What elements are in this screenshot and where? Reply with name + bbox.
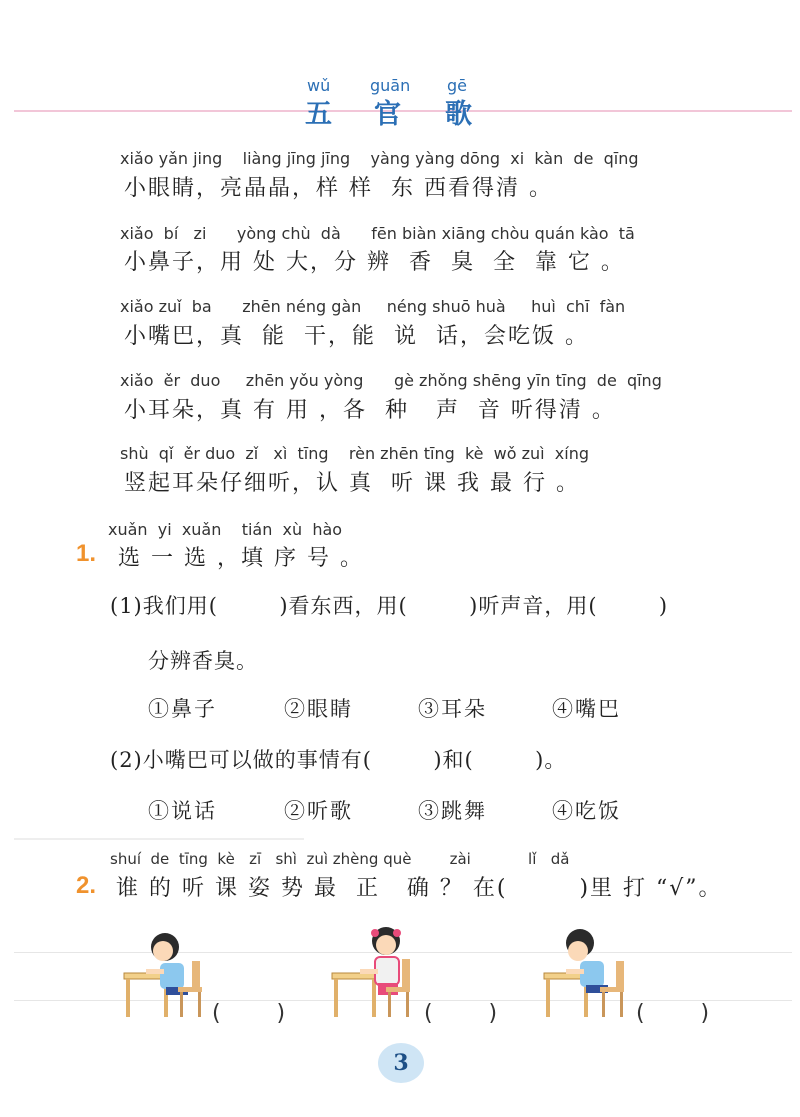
title-pinyin-1: wǔ (307, 76, 331, 95)
poem-line-2-pinyin: xiǎo bí zi yòng chù dà fēn biàn xiāng chòu quán kào tā (120, 224, 635, 243)
page-title-char-1: 五 (305, 99, 338, 130)
q1-prompt: 选 一 选 ，填 序 号 。 (118, 546, 364, 571)
q1-number: 1. (76, 540, 97, 567)
q2-number: 2. (76, 872, 97, 899)
poem-line-3-pinyin: xiǎo zuǐ ba zhēn néng gàn néng shuō huà huì chī fàn (120, 297, 626, 316)
q1-part2-option-1: ①说话 (148, 799, 217, 823)
poem-line-3-text: 小嘴巴，真 能 干，能 说 话，会吃饭 。 (124, 324, 589, 349)
q1-part2-option-4: ④吃饭 (552, 799, 621, 823)
answer-blank-1[interactable]: ( ) (212, 1001, 286, 1026)
q1-part1-option-1: ①鼻子 (148, 697, 217, 721)
poem-line-5-text: 竖起耳朵仔细听，认 真 听 课 我 最 行 。 (124, 471, 580, 496)
student-2-figure (332, 927, 410, 1017)
students-illustration (110, 925, 650, 1020)
q1-part1-text[interactable]: (1)我们用( )看东西，用( )听声音，用( ) (110, 594, 669, 618)
q1-part2-text[interactable]: (2)小嘴巴可以做的事情有( )和( )。 (110, 748, 567, 772)
q1-part2-option-2: ②听歌 (284, 799, 353, 823)
q2-pinyin: shuí de tīng kè zī shì zuì zhèng què zài lǐ dǎ (110, 850, 570, 868)
q1-part1-option-2: ②眼睛 (284, 697, 353, 721)
title-pinyin-2: guān (370, 76, 411, 95)
q1-pinyin: xuǎn yi xuǎn tián xù hào (108, 520, 343, 539)
poem-line-5-pinyin: shù qǐ ěr duo zǐ xì tīng rèn zhēn tīng kè wǒ zuì xíng (120, 444, 590, 463)
poem-line-4-text: 小耳朵，真 有 用 ，各 种 声 音 听得清 。 (124, 398, 616, 423)
q1-part1-option-3: ③耳朵 (418, 697, 487, 721)
page-title-char-2: 官 (374, 99, 407, 130)
student-1-figure (124, 933, 202, 1017)
poem-line-4-pinyin: xiǎo ěr duo zhēn yǒu yòng gè zhǒng shēng yīn tīng de qīng (120, 371, 662, 390)
page-number-badge: 3 (378, 1043, 424, 1083)
q1-part1-option-4: ④嘴巴 (552, 697, 621, 721)
poem-line-2-text: 小鼻子，用 处 大，分 辨 香 臭 全 靠 它 。 (124, 250, 625, 275)
answer-blank-2[interactable]: ( ) (424, 1001, 498, 1026)
q1-part2-option-3: ③跳舞 (418, 799, 487, 823)
student-3-figure (544, 929, 624, 1017)
page-title-char-3: 歌 (445, 99, 478, 130)
q2-prompt[interactable]: 谁 的 听 课 姿 势 最 正 确 ？ 在( )里 打 “√”。 (116, 876, 723, 901)
title-pinyin-3: gē (447, 76, 467, 95)
poem-line-1-pinyin: xiǎo yǎn jing liàng jīng jīng yàng yàng dōng xi kàn de qīng (120, 149, 639, 168)
answer-blank-3[interactable]: ( ) (636, 1001, 710, 1026)
section-divider-line (14, 838, 304, 840)
q1-part1-continuation: 分辨香臭。 (148, 649, 258, 673)
poem-line-1-text: 小眼睛，亮晶晶，样 样 东 西看得清 。 (124, 176, 553, 201)
